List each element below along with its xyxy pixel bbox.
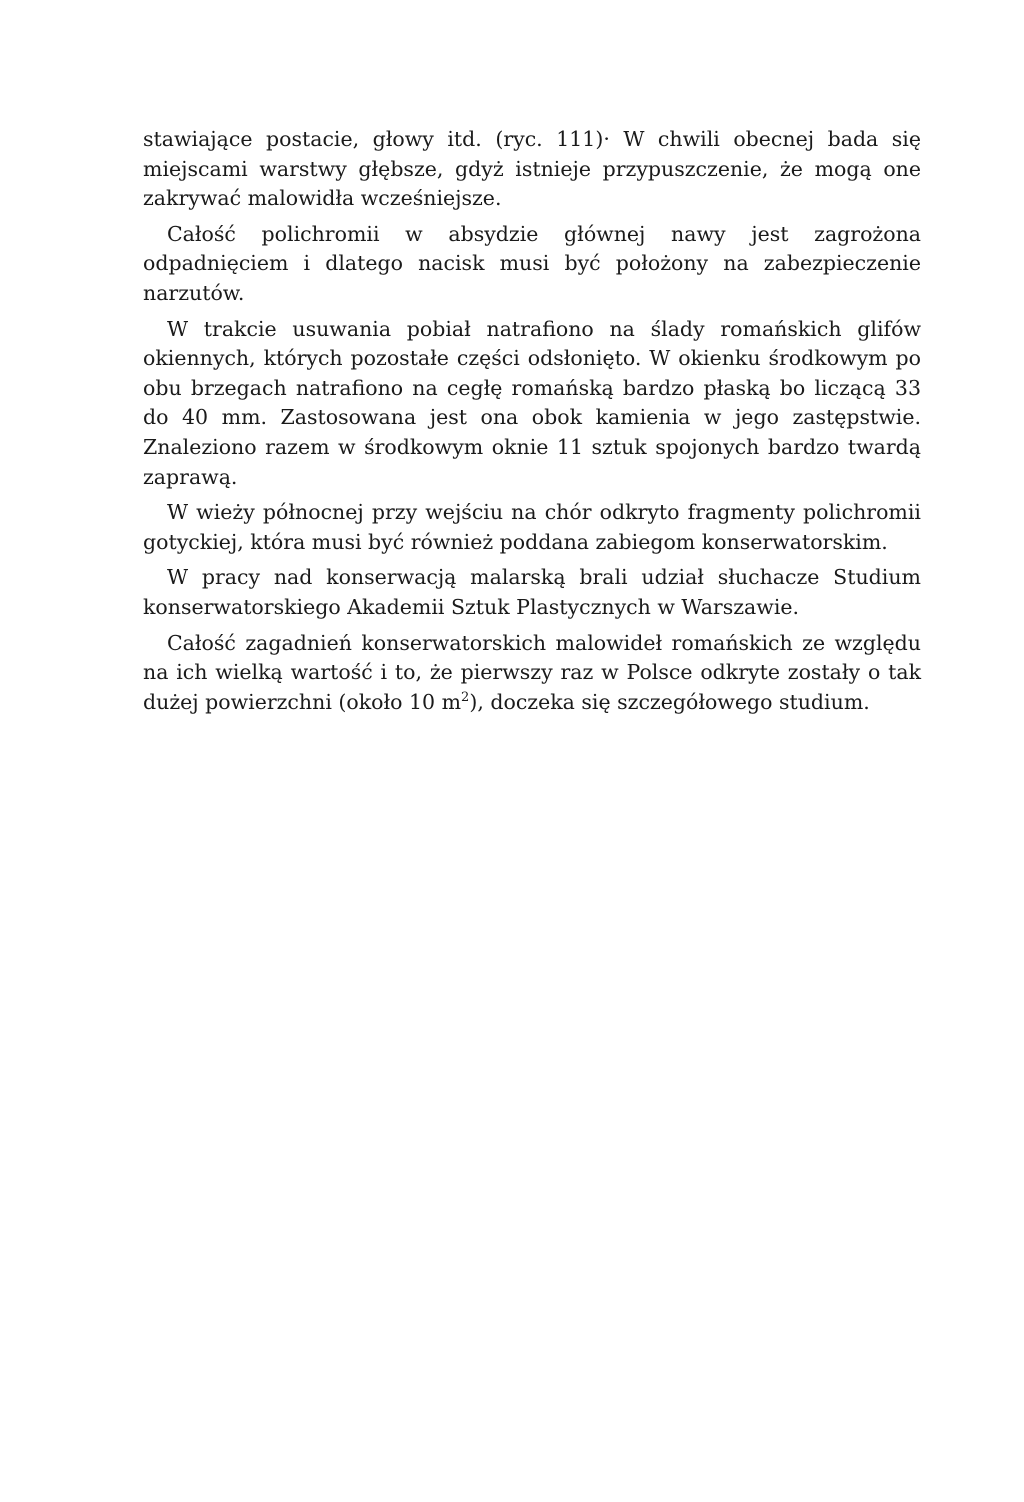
superscript-2: 2 xyxy=(461,689,470,705)
paragraph-5: W pracy nad konserwacją malarską brali udział słuchacze Studium konserwatorskiego Akademii Sztuk Plastycznych w Warszawie. xyxy=(143,565,921,619)
paragraph-2: Całość polichromii w absydzie głównej nawy jest zagrożona odpadnięciem i dlatego nacisk musi być położony na zabezpieczenie narzutów. xyxy=(143,221,921,305)
paragraph-6-text: Całość zagadnień konserwatorskich malowideł romańskich ze względu na ich wielką wartość i to, że pierwszy raz w Polsce odkryte zostały o tak dużej powierzchni (około 10 m xyxy=(143,630,921,714)
paragraph-6 xyxy=(143,629,921,718)
paragraph-1: stawiające postacie, głowy itd. (ryc. 111)· W chwili obecnej bada się miejscami warstwy głębsze, gdyż istnieje przypuszczenie, że mogą one zakrywać malowidła wcześniejsze. xyxy=(143,127,921,211)
document-page xyxy=(143,125,921,723)
paragraph-6-end: ), doczeka się szczegółowego studium. xyxy=(469,689,870,714)
paragraph-3: W trakcie usuwania pobiał natrafiono na ślady romańskich glifów okiennych, których pozostałe części odsłonięto. W okienku środkowym po obu brzegach natrafiono na cegłę romańską bardzo płaską bo liczącą 33 do 40 mm. Zastosowana jest ona obok kamienia w jego zastępstwie. Znaleziono razem w środkowym oknie 11 sztuk spojonych bardzo twardą zaprawą. xyxy=(143,316,921,489)
paragraph-4: W wieży północnej przy wejściu na chór odkryto fragmenty polichromii gotyckiej, która musi być również poddana zabiegom konserwatorskim. xyxy=(143,500,921,554)
